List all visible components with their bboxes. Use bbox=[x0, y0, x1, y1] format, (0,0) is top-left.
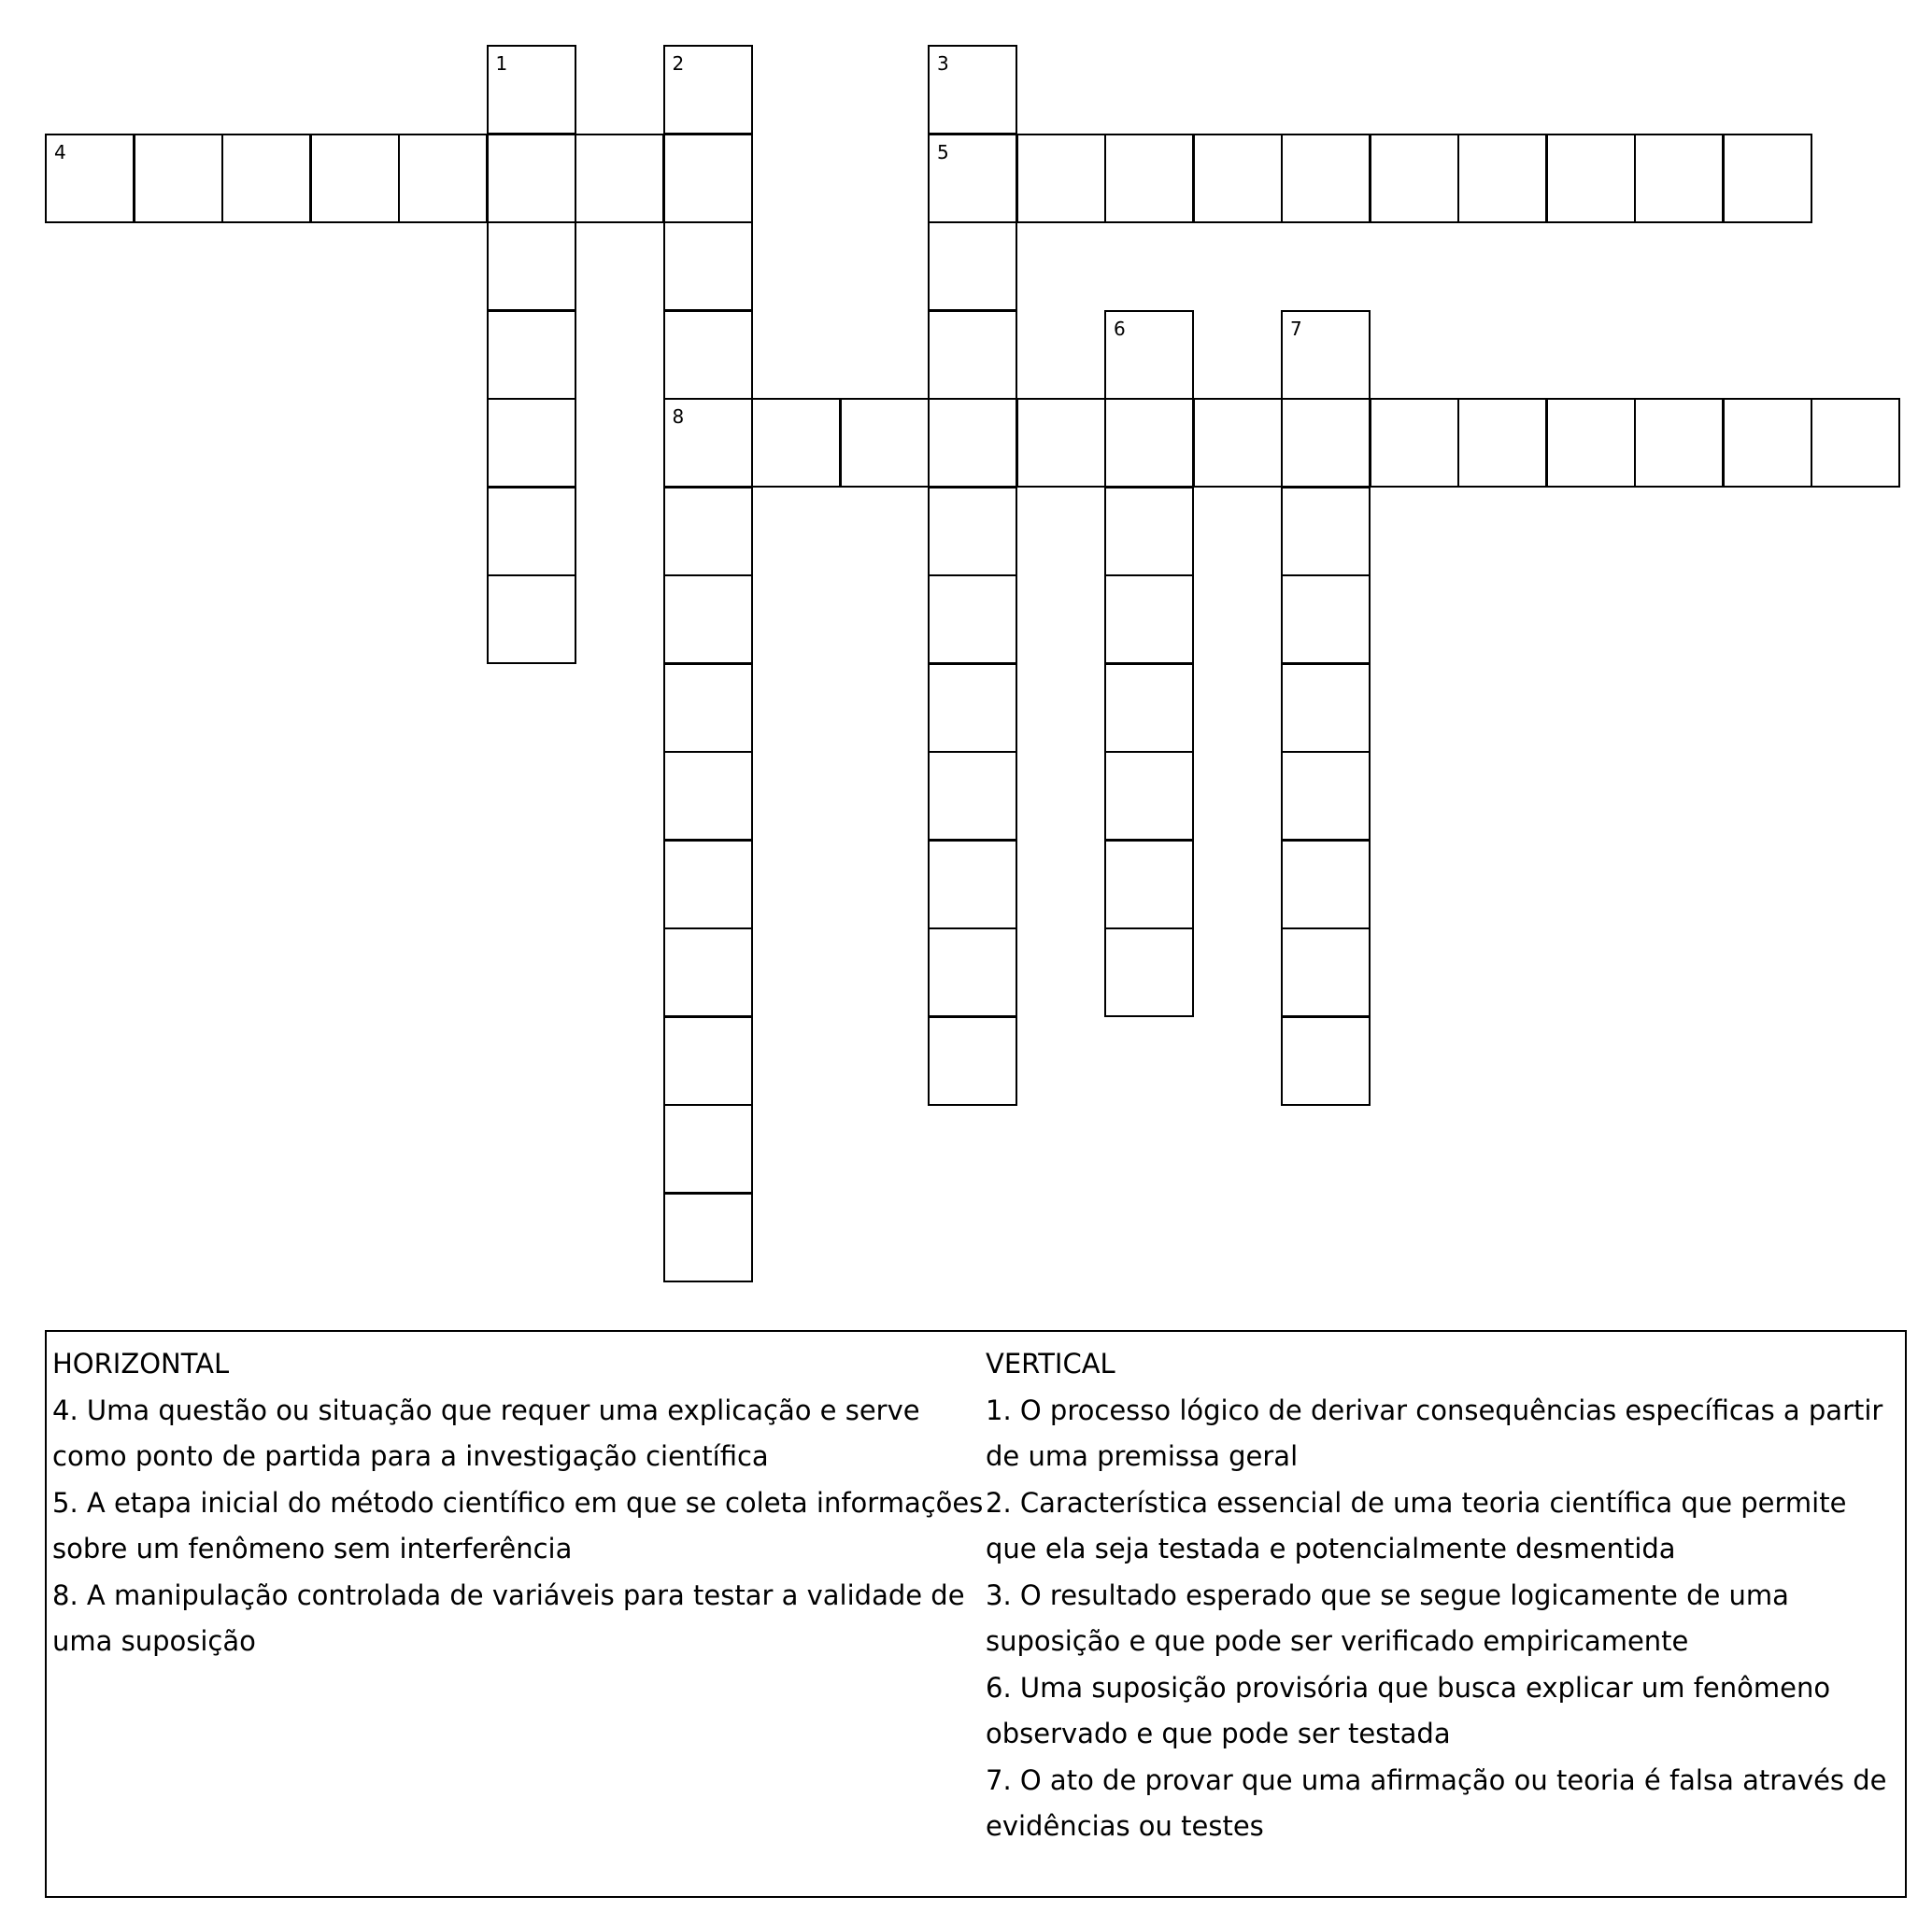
crossword-cell[interactable] bbox=[1104, 663, 1194, 753]
crossword-cell[interactable] bbox=[663, 134, 753, 223]
crossword-cell[interactable] bbox=[1104, 487, 1194, 576]
crossword-cell[interactable] bbox=[1193, 398, 1283, 488]
crossword-cell[interactable] bbox=[1104, 134, 1194, 223]
crossword-cell[interactable] bbox=[928, 221, 1017, 311]
crossword-cell[interactable] bbox=[928, 1016, 1017, 1106]
crossword-cell[interactable] bbox=[1016, 134, 1106, 223]
crossword-cell[interactable] bbox=[487, 310, 576, 400]
across-clues-column bbox=[52, 1341, 987, 1665]
crossword-cell[interactable] bbox=[928, 398, 1017, 488]
crossword-cell[interactable] bbox=[1281, 1016, 1371, 1106]
crossword-cell[interactable] bbox=[1193, 134, 1283, 223]
crossword-cell[interactable] bbox=[1104, 398, 1194, 488]
crossword-cell[interactable] bbox=[928, 574, 1017, 664]
crossword-cell[interactable] bbox=[1634, 398, 1724, 488]
crossword-cell[interactable] bbox=[1457, 398, 1547, 488]
crossword-cell[interactable] bbox=[663, 398, 753, 488]
crossword-cell[interactable] bbox=[928, 487, 1017, 576]
crossword-cell[interactable] bbox=[487, 574, 576, 664]
crossword-cell[interactable] bbox=[310, 134, 400, 223]
crossword-cell[interactable] bbox=[1281, 751, 1371, 841]
crossword-cell[interactable] bbox=[1281, 663, 1371, 753]
clue-number-6: 6 bbox=[1114, 317, 1126, 340]
down-clue-6: 6. Uma suposição provisória que busca explicar um fenômeno observado e que pode ser testada bbox=[986, 1671, 1831, 1749]
crossword-cell[interactable] bbox=[928, 310, 1017, 400]
crossword-cell[interactable] bbox=[45, 134, 135, 223]
across-clue-5: 5. A etapa inicial do método científico em que se coleta informações sobre um fenômeno sem interferência bbox=[52, 1486, 984, 1564]
crossword-cell[interactable] bbox=[1370, 398, 1459, 488]
crossword-cell[interactable] bbox=[1281, 487, 1371, 576]
crossword-cell[interactable] bbox=[663, 310, 753, 400]
crossword-cell[interactable] bbox=[1104, 927, 1194, 1017]
crossword-cell[interactable] bbox=[663, 1104, 753, 1194]
crossword-cell[interactable] bbox=[1281, 398, 1371, 488]
down-clue-3: 3. O resultado esperado que se segue logicamente de uma suposição e que pode ser verificado empiricamente bbox=[986, 1578, 1789, 1657]
crossword-cell[interactable] bbox=[221, 134, 311, 223]
crossword-cell[interactable] bbox=[928, 134, 1017, 223]
clue-number-4: 4 bbox=[54, 140, 66, 163]
crossword-cell[interactable] bbox=[1546, 398, 1636, 488]
crossword-cell[interactable] bbox=[1723, 134, 1812, 223]
crossword-cell[interactable] bbox=[1723, 398, 1812, 488]
crossword-cell[interactable] bbox=[663, 487, 753, 576]
crossword-cell[interactable] bbox=[487, 134, 576, 223]
crossword-cell[interactable] bbox=[1104, 751, 1194, 841]
crossword-cell[interactable] bbox=[663, 45, 753, 134]
crossword-cell[interactable] bbox=[928, 751, 1017, 841]
crossword-cell[interactable] bbox=[134, 134, 223, 223]
crossword-cell[interactable] bbox=[663, 927, 753, 1017]
crossword-cell[interactable] bbox=[1281, 927, 1371, 1017]
crossword-cell[interactable] bbox=[1281, 574, 1371, 664]
clue-number-1: 1 bbox=[495, 52, 508, 75]
crossword-cell[interactable] bbox=[663, 840, 753, 929]
clue-number-7: 7 bbox=[1290, 317, 1302, 340]
crossword-cell[interactable] bbox=[398, 134, 488, 223]
clue-number-3: 3 bbox=[937, 52, 949, 75]
crossword-cell[interactable] bbox=[928, 45, 1017, 134]
crossword-cell[interactable] bbox=[1634, 134, 1724, 223]
across-heading: HORIZONTAL bbox=[52, 1348, 230, 1380]
crossword-cell[interactable] bbox=[1104, 840, 1194, 929]
down-heading: VERTICAL bbox=[986, 1348, 1115, 1380]
crossword-cell[interactable] bbox=[1281, 840, 1371, 929]
crossword-cell[interactable] bbox=[487, 221, 576, 311]
crossword-cell[interactable] bbox=[487, 45, 576, 134]
clues-box bbox=[45, 1330, 1907, 1898]
crossword-cell[interactable] bbox=[928, 927, 1017, 1017]
crossword-cell[interactable] bbox=[663, 1193, 753, 1282]
crossword-cell[interactable] bbox=[663, 1016, 753, 1106]
crossword-cell[interactable] bbox=[928, 840, 1017, 929]
crossword-cell[interactable] bbox=[663, 663, 753, 753]
across-clue-8: 8. A manipulação controlada de variáveis para testar a validade de uma suposição bbox=[52, 1578, 965, 1657]
crossword-cell[interactable] bbox=[663, 751, 753, 841]
crossword-cell[interactable] bbox=[1104, 574, 1194, 664]
across-clue-4: 4. Uma questão ou situação que requer uma explicação e serve como ponto de partida para a investigação científica bbox=[52, 1394, 920, 1472]
crossword-cell[interactable] bbox=[487, 487, 576, 576]
crossword-cell[interactable] bbox=[1811, 398, 1900, 488]
down-clue-2: 2. Característica essencial de uma teoria científica que permite que ela seja testada e potencialmente desmentida bbox=[986, 1486, 1847, 1564]
crossword-cell[interactable] bbox=[575, 134, 664, 223]
clue-number-2: 2 bbox=[672, 52, 685, 75]
clue-number-8: 8 bbox=[672, 405, 685, 428]
crossword-cell[interactable] bbox=[1457, 134, 1547, 223]
down-clue-7: 7. O ato de provar que uma afirmação ou teoria é falsa através de evidências ou testes bbox=[986, 1763, 1887, 1842]
clue-number-5: 5 bbox=[937, 140, 949, 163]
crossword-cell[interactable] bbox=[1370, 134, 1459, 223]
crossword-cell[interactable] bbox=[751, 398, 841, 488]
crossword-cell[interactable] bbox=[1546, 134, 1636, 223]
crossword-cell[interactable] bbox=[1104, 310, 1194, 400]
crossword-cell[interactable] bbox=[663, 574, 753, 664]
crossword-cell[interactable] bbox=[1281, 134, 1371, 223]
crossword-cell[interactable] bbox=[487, 398, 576, 488]
crossword-cell[interactable] bbox=[1016, 398, 1106, 488]
crossword-cell[interactable] bbox=[663, 221, 753, 311]
crossword-cell[interactable] bbox=[1281, 310, 1371, 400]
crossword-cell[interactable] bbox=[928, 663, 1017, 753]
down-clue-1: 1. O processo lógico de derivar consequências específicas a partir de uma premissa geral bbox=[986, 1394, 1883, 1472]
down-clues-column bbox=[986, 1341, 1901, 1850]
crossword-cell[interactable] bbox=[840, 398, 930, 488]
